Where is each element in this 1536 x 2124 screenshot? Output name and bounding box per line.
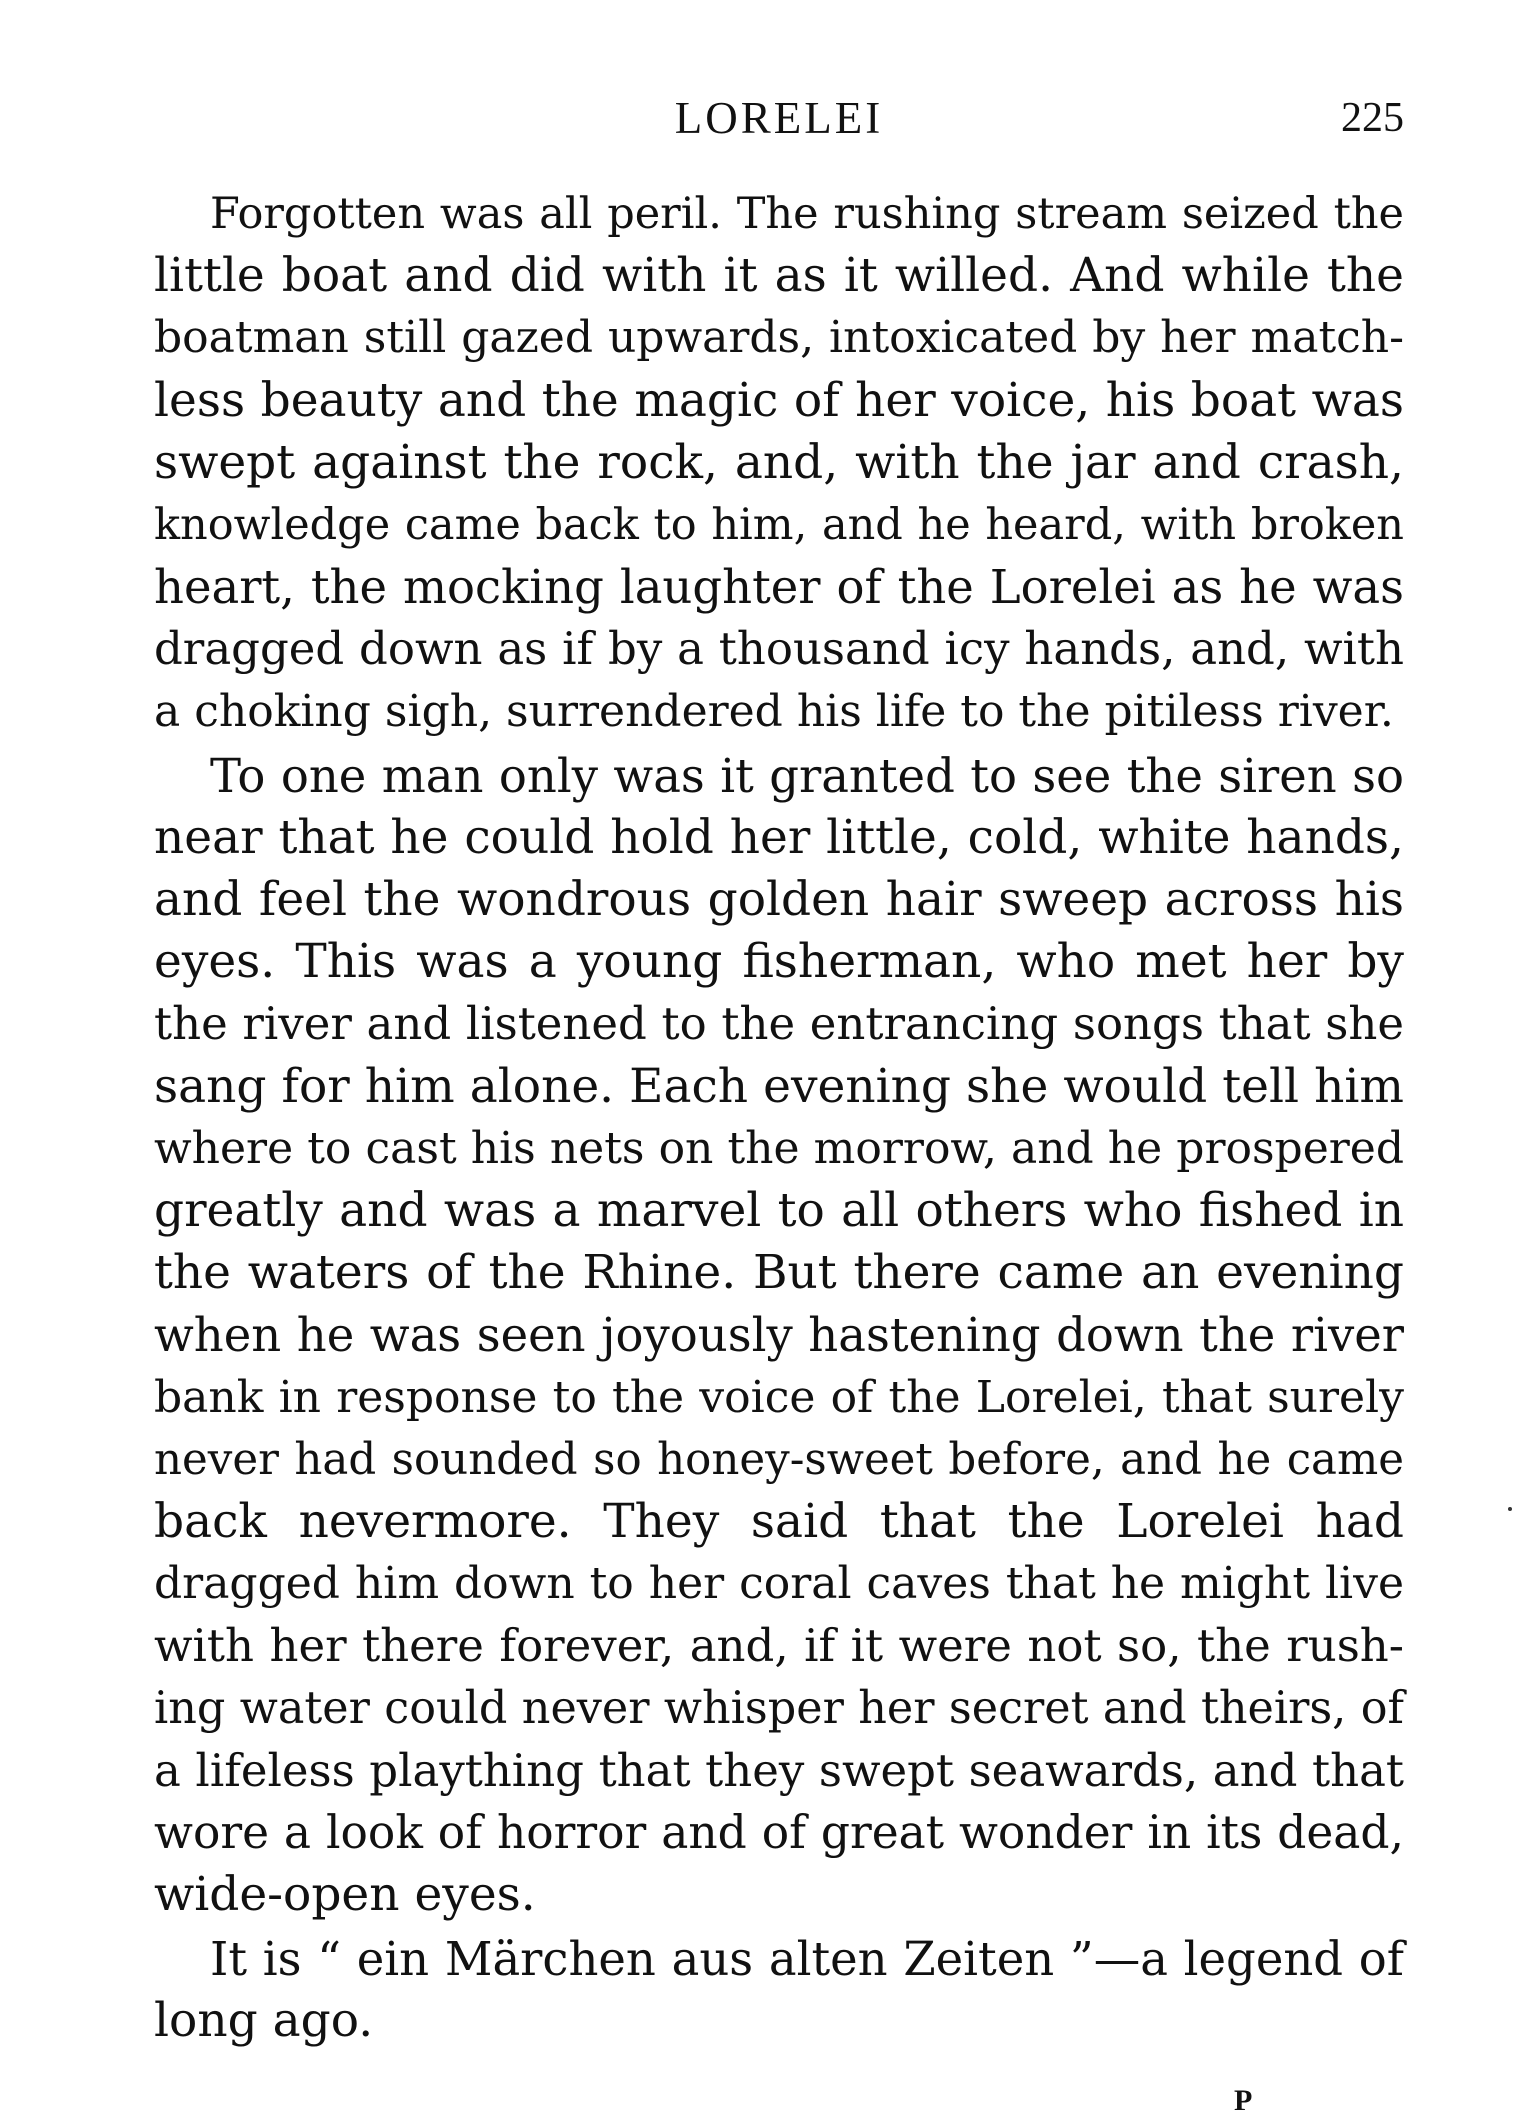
text-line: swept against the rock, and, with the jar and crash,	[154, 434, 1404, 490]
paragraph	[154, 1928, 1404, 2052]
text-line: little boat and did with it as it willed. And while the	[154, 248, 1404, 304]
page-number: 225	[1341, 95, 1404, 141]
running-head	[154, 88, 1404, 148]
text-line: a choking sigh, surrendered his life to the pitiless river.	[154, 685, 1394, 737]
text-line: near that he could hold her little, cold, white hands,	[154, 809, 1404, 865]
text-line: less beauty and the magic of her voice, his boat was	[154, 372, 1404, 428]
text-line: when he was seen joyously hastening down the river	[154, 1308, 1404, 1363]
text-line: wore a look of horror and of great wonder in its dead,	[154, 1805, 1404, 1859]
text-line: knowledge came back to him, and he heard, with broken	[154, 499, 1404, 550]
paragraph	[154, 745, 1404, 1927]
text-line: greatly and was a marvel to all others who fished in	[154, 1183, 1404, 1238]
text-line: It is “ ein Märchen aus alten Zeiten ”—a legend of	[210, 1932, 1404, 1987]
text-line: back nevermore. They said that the Lorelei had	[154, 1493, 1404, 1549]
text-line: the river and listened to the entrancing songs that she	[154, 997, 1404, 1051]
running-title: LORELEI	[674, 93, 884, 143]
text-line: bank in response to the voice of the Lorelei, that surely	[154, 1371, 1404, 1423]
text-line: the waters of the Rhine. But there came an evening	[154, 1245, 1404, 1301]
text-line: and feel the wondrous golden hair sweep across his	[154, 872, 1404, 928]
text-line: sang for him alone. Each evening she would tell him	[154, 1058, 1404, 1114]
print-speck	[1508, 1507, 1512, 1511]
paragraph	[154, 183, 1404, 743]
signature-mark: P	[1234, 2084, 1253, 2117]
text-line: dragged him down to her coral caves that he might live	[154, 1558, 1404, 1610]
text-line: never had sounded so honey-sweet before, and he came	[154, 1434, 1404, 1485]
text-line: long ago.	[154, 1993, 374, 2049]
text-line: dragged down as if by a thousand icy hands, and, with	[154, 622, 1404, 676]
body-text	[154, 183, 1404, 2053]
text-line: wide-open eyes.	[154, 1867, 536, 1923]
text-line: Forgotten was all peril. The rushing stream seized the	[210, 189, 1404, 239]
text-line: where to cast his nets on the morrow, and he prospered	[154, 1122, 1404, 1174]
text-line: boatman still gazed upwards, intoxicated by her match-	[154, 312, 1404, 364]
text-line: a lifeless plaything that they swept seawards, and that	[154, 1743, 1404, 1797]
text-line: ing water could never whisper her secret and theirs, of	[154, 1682, 1404, 1734]
text-line: To one man only was it granted to see the siren so	[210, 748, 1404, 803]
text-line: with her there forever, and, if it were not so, the rush-	[154, 1619, 1404, 1673]
text-line: eyes. This was a young fisherman, who met her by	[154, 934, 1404, 990]
text-line: heart, the mocking laughter of the Lorelei as he was	[154, 560, 1404, 615]
